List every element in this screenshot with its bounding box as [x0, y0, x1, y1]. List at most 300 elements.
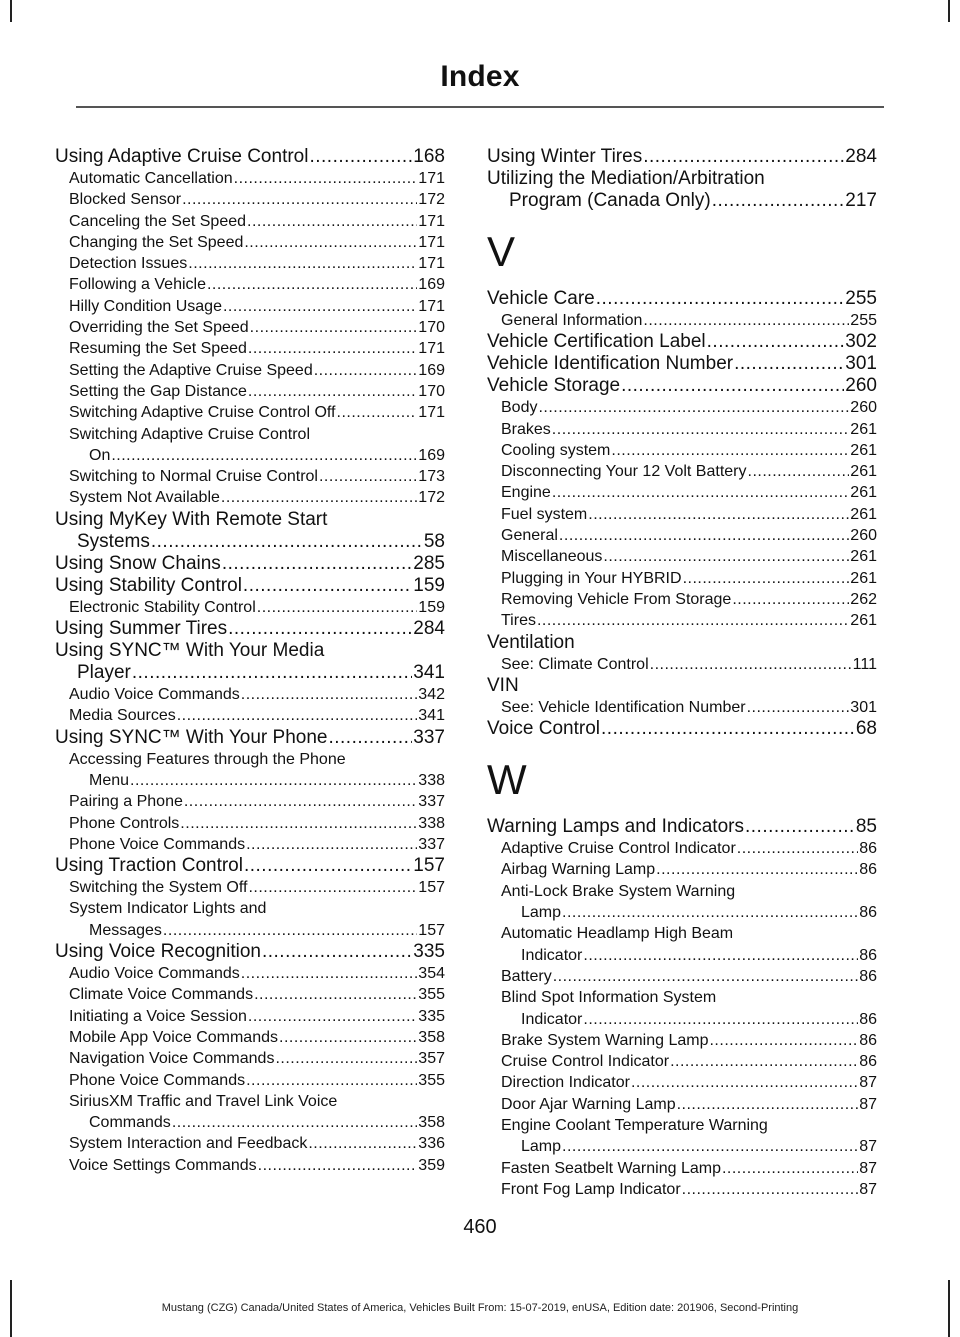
entry-page: 159	[413, 574, 445, 596]
entry-continuation[interactable]	[55, 531, 445, 553]
entry-label: Navigation Voice Commands	[69, 1050, 275, 1068]
index-subentry[interactable]	[487, 440, 877, 461]
index-subentry[interactable]	[55, 1027, 445, 1048]
dot-leader	[337, 402, 418, 423]
entry-label: System Interaction and Feedback	[69, 1135, 308, 1153]
entry-label: Direction Indicator	[501, 1074, 630, 1092]
index-subentry[interactable]	[487, 1179, 877, 1200]
entry-page: 338	[418, 814, 445, 832]
entry-label: Messages	[89, 921, 162, 939]
crop-mark-top-right	[948, 0, 950, 22]
dot-leader	[682, 1179, 859, 1200]
index-subentry[interactable]	[55, 684, 445, 705]
entry-page: 157	[418, 879, 445, 897]
entry-label: Vehicle Care	[487, 288, 595, 309]
entry-page: 342	[418, 686, 445, 704]
entry-page: 358	[418, 1114, 445, 1132]
dot-leader	[683, 568, 850, 589]
entry-page: 86	[859, 1010, 877, 1028]
entry-page: 260	[845, 375, 877, 397]
entry-page: 337	[418, 793, 445, 811]
entry-label: Climate Voice Commands	[69, 986, 254, 1004]
entry-page: 302	[845, 331, 877, 353]
entry-page: 68	[855, 718, 877, 740]
dot-leader	[241, 684, 418, 705]
dot-leader	[254, 984, 417, 1005]
dot-leader	[180, 813, 417, 834]
dot-leader	[228, 618, 412, 640]
index-subentry[interactable]	[487, 838, 877, 859]
index-subentry[interactable]	[55, 232, 445, 253]
entry-page: 335	[418, 1007, 445, 1025]
dot-leader	[222, 553, 412, 575]
index-subentry[interactable]	[487, 966, 877, 987]
dot-leader	[188, 253, 417, 274]
entry-label: Switching the System Off	[69, 879, 248, 897]
dot-leader	[596, 288, 845, 310]
index-subentry[interactable]	[55, 211, 445, 232]
index-subentry[interactable]	[487, 881, 877, 924]
entry-label: Overriding the Set Speed	[69, 319, 249, 337]
dot-leader	[621, 375, 844, 397]
entry-page: 170	[418, 319, 445, 337]
entry-label: Using Adaptive Cruise Control	[55, 146, 309, 167]
dot-leader	[747, 697, 850, 718]
entry-page: 111	[852, 655, 877, 673]
dot-leader	[248, 338, 417, 359]
dot-leader	[248, 381, 417, 402]
entry-label: Lamp	[521, 904, 562, 922]
entry-label: Adaptive Cruise Control Indicator	[501, 840, 736, 858]
dot-leader	[250, 317, 418, 338]
entry-page: 261	[850, 463, 877, 481]
entry-label: Following a Vehicle	[69, 276, 206, 294]
dot-leader	[221, 487, 417, 508]
dot-leader	[737, 838, 858, 859]
footer-text: Mustang (CZG) Canada/United States of America, Vehicles Built From: 15-07-2019, enUSA, Edition date: 201906, Second-Printing	[161, 1302, 799, 1314]
entry-label: Electronic Stability Control	[69, 598, 256, 616]
index-entry[interactable]	[55, 509, 445, 553]
dot-leader	[279, 1027, 417, 1048]
index-column-right	[487, 146, 877, 1200]
index-entry[interactable]	[487, 146, 877, 168]
entry-label: On	[89, 446, 111, 464]
index-subentry[interactable]	[55, 360, 445, 381]
section-letter: W	[487, 756, 527, 804]
entry-label: System Indicator Lights and	[69, 900, 267, 918]
entry-page: 261	[850, 569, 877, 587]
entry-label: Engine Coolant Temperature Warning	[501, 1117, 768, 1135]
entry-page: 261	[850, 505, 877, 523]
entry-label: Hilly Condition Usage	[69, 297, 222, 315]
entry-page: 58	[423, 530, 445, 552]
entry-label: Front Fog Lamp Indicator	[501, 1180, 681, 1198]
entry-label: Automatic Cancellation	[69, 170, 233, 187]
dot-leader	[177, 705, 418, 726]
entry-continuation[interactable]	[55, 1112, 445, 1133]
dot-leader	[151, 531, 423, 553]
entry-continuation[interactable]	[55, 770, 445, 791]
entry-label: Systems	[77, 530, 150, 552]
dot-leader	[553, 966, 859, 987]
entry-label: Using Snow Chains	[55, 552, 221, 574]
entry-page: 260	[850, 399, 877, 417]
index-entry[interactable]	[55, 640, 445, 684]
entry-label: Media Sources	[69, 707, 176, 725]
crop-mark-top-left	[10, 0, 12, 22]
entry-continuation[interactable]	[55, 920, 445, 941]
index-subentry[interactable]	[55, 1070, 445, 1091]
entry-page: 159	[418, 598, 445, 616]
index-subentry[interactable]	[487, 310, 877, 331]
dot-leader	[234, 168, 418, 189]
index-entry[interactable]	[487, 353, 877, 375]
entry-label: Blocked Sensor	[69, 191, 182, 209]
entry-label: Phone Controls	[69, 814, 180, 832]
index-subentry[interactable]	[55, 898, 445, 941]
entry-label: Using SYNC™ With Your Phone	[55, 726, 328, 748]
index-entry[interactable]	[55, 146, 445, 168]
index-subentry[interactable]	[55, 274, 445, 295]
dot-leader	[314, 360, 418, 381]
entry-label: Phone Voice Commands	[69, 835, 246, 853]
index-subentry[interactable]	[487, 1030, 877, 1051]
index-entry[interactable]	[55, 727, 445, 749]
index-subentry[interactable]	[55, 466, 445, 487]
entry-label: Menu	[89, 771, 130, 789]
index-entry[interactable]	[55, 553, 445, 575]
dot-leader	[309, 146, 412, 168]
entry-continuation[interactable]	[487, 945, 877, 966]
index-subentry[interactable]	[55, 317, 445, 338]
index-subentry[interactable]	[487, 1094, 877, 1115]
entry-page: 255	[845, 288, 877, 309]
dot-leader	[538, 397, 849, 418]
entry-page: 172	[418, 489, 445, 507]
index-entry[interactable]	[55, 855, 445, 877]
entry-page: 358	[418, 1028, 445, 1046]
index-subentry[interactable]	[55, 963, 445, 984]
entry-page: 87	[859, 1095, 877, 1113]
entry-page: 260	[850, 527, 877, 545]
entry-page: 255	[850, 312, 877, 329]
index-subentry[interactable]	[55, 1006, 445, 1027]
entry-continuation[interactable]	[55, 662, 445, 684]
entry-label: Mobile App Voice Commands	[69, 1028, 278, 1046]
entry-label: Engine	[501, 484, 551, 502]
index-subentry[interactable]	[55, 1133, 445, 1154]
page-title: Index	[440, 60, 520, 93]
dot-leader	[262, 941, 412, 963]
entry-label: Audio Voice Commands	[69, 686, 240, 704]
entry-label: Phone Voice Commands	[69, 1071, 246, 1089]
index-subentry[interactable]	[55, 877, 445, 898]
dot-leader	[223, 296, 417, 317]
entry-page: 285	[413, 552, 445, 574]
entry-page: 173	[418, 468, 445, 486]
entry-label: Indicator	[521, 1010, 583, 1028]
index-subentry[interactable]	[55, 487, 445, 508]
entry-page: 341	[413, 662, 445, 684]
page-number: 460	[463, 1216, 497, 1238]
entry-page: 355	[418, 1071, 445, 1089]
entry-continuation[interactable]	[487, 1009, 877, 1030]
entry-label: Warning Lamps and Indicators	[487, 816, 744, 838]
index-subentry[interactable]	[487, 1158, 877, 1179]
entry-label: Tires	[501, 612, 536, 630]
index-subentry[interactable]	[55, 168, 445, 189]
dot-leader	[552, 419, 850, 440]
entry-label: Door Ajar Warning Lamp	[501, 1095, 676, 1113]
dot-leader	[246, 834, 417, 855]
entry-label: Automatic Headlamp High Beam	[501, 925, 734, 943]
section-letter: V	[487, 228, 516, 275]
index-subentry[interactable]	[55, 424, 445, 467]
index-subentry[interactable]	[487, 482, 877, 503]
entry-label: Body	[501, 399, 538, 417]
dot-leader	[248, 1006, 417, 1027]
entry-label: Setting the Adaptive Cruise Speed	[69, 361, 313, 379]
entry-page: 261	[850, 548, 877, 566]
entry-page: 87	[859, 1159, 877, 1177]
dot-leader	[707, 331, 845, 353]
entry-page: 85	[855, 816, 877, 838]
index-subentry[interactable]	[487, 525, 877, 546]
entry-label: Utilizing the Mediation/Arbitration	[487, 168, 765, 189]
dot-leader	[207, 274, 417, 295]
entry-label: Vehicle Storage	[487, 375, 621, 397]
index-subentry[interactable]	[487, 1115, 877, 1158]
index-subentry[interactable]	[55, 402, 445, 423]
entry-page: 171	[418, 170, 445, 187]
dot-leader	[601, 718, 855, 740]
entry-label: See: Climate Control	[501, 655, 649, 673]
dot-leader	[172, 1112, 417, 1133]
entry-label: Disconnecting Your 12 Volt Battery	[501, 463, 747, 481]
entry-page: 284	[845, 146, 877, 167]
entry-page: 157	[413, 855, 445, 877]
index-subentry[interactable]	[55, 338, 445, 359]
index-subentry[interactable]	[55, 984, 445, 1005]
dot-leader	[257, 597, 418, 618]
entry-page: 217	[845, 190, 877, 211]
index-subentry[interactable]	[55, 597, 445, 618]
entry-label: Setting the Gap Distance	[69, 382, 247, 400]
entry-page: 354	[418, 965, 445, 983]
entry-label: Vehicle Identification Number	[487, 353, 734, 375]
index-subentry[interactable]	[487, 610, 877, 631]
entry-label: Using SYNC™ With Your Media	[55, 640, 325, 662]
entry-label: Commands	[89, 1114, 171, 1132]
index-subentry[interactable]	[487, 1051, 877, 1072]
entry-label: Using Traction Control	[55, 855, 243, 877]
index-subentry[interactable]	[55, 253, 445, 274]
entry-label: Indicator	[521, 946, 583, 964]
index-entry[interactable]: VIN	[487, 674, 519, 696]
index-entry[interactable]	[55, 575, 445, 597]
dot-leader	[163, 920, 417, 941]
index-subentry[interactable]	[487, 461, 877, 482]
index-entry[interactable]	[487, 168, 877, 212]
dot-leader	[182, 189, 417, 210]
entry-page: 157	[418, 921, 445, 939]
entry-page: 338	[418, 771, 445, 789]
dot-leader	[244, 232, 417, 253]
entry-label: System Not Available	[69, 489, 220, 507]
index-subentry[interactable]	[55, 834, 445, 855]
dot-leader	[670, 1051, 858, 1072]
entry-page: 168	[413, 146, 445, 167]
entry-page: 261	[850, 441, 877, 459]
entry-label: Airbag Warning Lamp	[501, 861, 656, 879]
dot-leader	[241, 963, 418, 984]
entry-page: 341	[418, 707, 445, 725]
entry-page: 171	[418, 297, 445, 315]
entry-page: 359	[418, 1156, 445, 1174]
dot-leader	[656, 859, 858, 880]
entry-page: 170	[418, 382, 445, 400]
entry-page: 301	[850, 698, 877, 716]
entry-page: 86	[859, 904, 877, 922]
index-subentry[interactable]	[487, 859, 877, 880]
entry-page: 335	[413, 941, 445, 963]
entry-label: Voice Control	[487, 718, 601, 740]
entry-page: 169	[418, 361, 445, 379]
entry-page: 261	[850, 484, 877, 502]
entry-page: 169	[418, 446, 445, 464]
index-subentry[interactable]	[55, 381, 445, 402]
index-subentry[interactable]	[487, 546, 877, 567]
index-subentry[interactable]	[55, 296, 445, 317]
index-subentry[interactable]	[487, 987, 877, 1030]
entry-label: Blind Spot Information System	[501, 989, 717, 1007]
entry-label: Resuming the Set Speed	[69, 340, 247, 358]
dot-leader	[588, 504, 849, 525]
entry-label: Cooling system	[501, 441, 611, 459]
entry-page: 262	[850, 590, 877, 608]
index-subentry[interactable]	[487, 923, 877, 966]
entry-label: Accessing Features through the Phone	[69, 750, 346, 768]
entry-label: Using Winter Tires	[487, 146, 643, 167]
index-entry[interactable]	[487, 331, 877, 353]
entry-label: Initiating a Voice Session	[69, 1007, 247, 1025]
dot-leader	[184, 791, 417, 812]
entry-label: Brake System Warning Lamp	[501, 1031, 709, 1049]
entry-label: Fuel system	[501, 505, 588, 523]
dot-leader	[745, 816, 855, 838]
dot-leader	[603, 546, 849, 567]
dot-leader	[722, 1158, 858, 1179]
dot-leader	[275, 1048, 417, 1069]
index-subentry[interactable]	[55, 1155, 445, 1176]
entry-label: Using Voice Recognition	[55, 941, 261, 963]
index-subentry[interactable]	[487, 504, 877, 525]
entry-page: 357	[418, 1050, 445, 1068]
index-subentry[interactable]	[487, 1072, 877, 1093]
entry-page: 336	[418, 1135, 445, 1153]
index-column-left	[55, 146, 445, 1176]
dot-leader	[712, 190, 845, 212]
index-entry[interactable]	[487, 718, 877, 740]
index-subentry[interactable]	[55, 749, 445, 792]
header-rule	[76, 106, 884, 108]
index-subentry[interactable]	[487, 697, 877, 718]
entry-continuation[interactable]	[487, 1136, 877, 1157]
entry-label: Changing the Set Speed	[69, 233, 244, 251]
dot-leader	[308, 1133, 417, 1154]
dot-leader	[677, 1094, 859, 1115]
entry-label: Player	[77, 662, 131, 684]
dot-leader	[258, 1155, 418, 1176]
entry-label: Removing Vehicle From Storage	[501, 590, 732, 608]
entry-label: Detection Issues	[69, 255, 188, 273]
index-subentry[interactable]	[55, 1048, 445, 1069]
entry-continuation[interactable]	[55, 445, 445, 466]
index-entry[interactable]	[55, 941, 445, 963]
entry-label: Brakes	[501, 420, 551, 438]
entry-label: Plugging in Your HYBRID	[501, 569, 682, 587]
entry-label: Fasten Seatbelt Warning Lamp	[501, 1159, 721, 1177]
dot-leader	[132, 662, 412, 684]
entry-page: 171	[418, 340, 445, 358]
entry-continuation[interactable]	[487, 190, 877, 212]
entry-page: 171	[418, 233, 445, 251]
index-entry[interactable]: Ventilation	[487, 631, 575, 653]
index-subentry[interactable]	[55, 705, 445, 726]
dot-leader	[246, 1070, 417, 1091]
entry-page: 284	[413, 618, 445, 640]
entry-label: See: Vehicle Identification Number	[501, 698, 746, 716]
dot-leader	[611, 440, 849, 461]
index-subentry[interactable]	[487, 589, 877, 610]
dot-leader	[244, 855, 412, 877]
dot-leader	[583, 945, 858, 966]
entry-page: 169	[418, 276, 445, 294]
entry-page: 86	[859, 946, 877, 964]
entry-label: Lamp	[521, 1138, 562, 1156]
entry-continuation[interactable]	[487, 902, 877, 923]
index-subentry[interactable]	[487, 568, 877, 589]
entry-page: 337	[413, 726, 445, 748]
entry-label: Voice Settings Commands	[69, 1156, 257, 1174]
entry-page: 171	[418, 404, 445, 422]
entry-page: 87	[859, 1138, 877, 1156]
index-entry[interactable]	[487, 816, 877, 838]
index-subentry[interactable]	[487, 419, 877, 440]
index-subentry[interactable]	[487, 397, 877, 418]
dot-leader	[631, 1072, 858, 1093]
index-subentry[interactable]	[487, 654, 877, 675]
dot-leader	[243, 575, 412, 597]
index-subentry[interactable]	[55, 791, 445, 812]
index-entry[interactable]	[487, 375, 877, 397]
index-subentry[interactable]	[55, 189, 445, 210]
dot-leader	[328, 727, 412, 749]
entry-page: 261	[850, 612, 877, 630]
entry-page: 355	[418, 986, 445, 1004]
dot-leader	[562, 902, 858, 923]
index-subentry[interactable]	[55, 813, 445, 834]
dot-leader	[552, 482, 849, 503]
entry-label: Anti-Lock Brake System Warning	[501, 882, 736, 900]
entry-page: 86	[859, 861, 877, 879]
index-subentry[interactable]	[55, 1091, 445, 1134]
entry-label: Using Stability Control	[55, 574, 242, 596]
index-entry[interactable]	[487, 288, 877, 310]
dot-leader	[130, 770, 417, 791]
entry-label: Miscellaneous	[501, 548, 603, 566]
index-entry[interactable]	[55, 618, 445, 640]
